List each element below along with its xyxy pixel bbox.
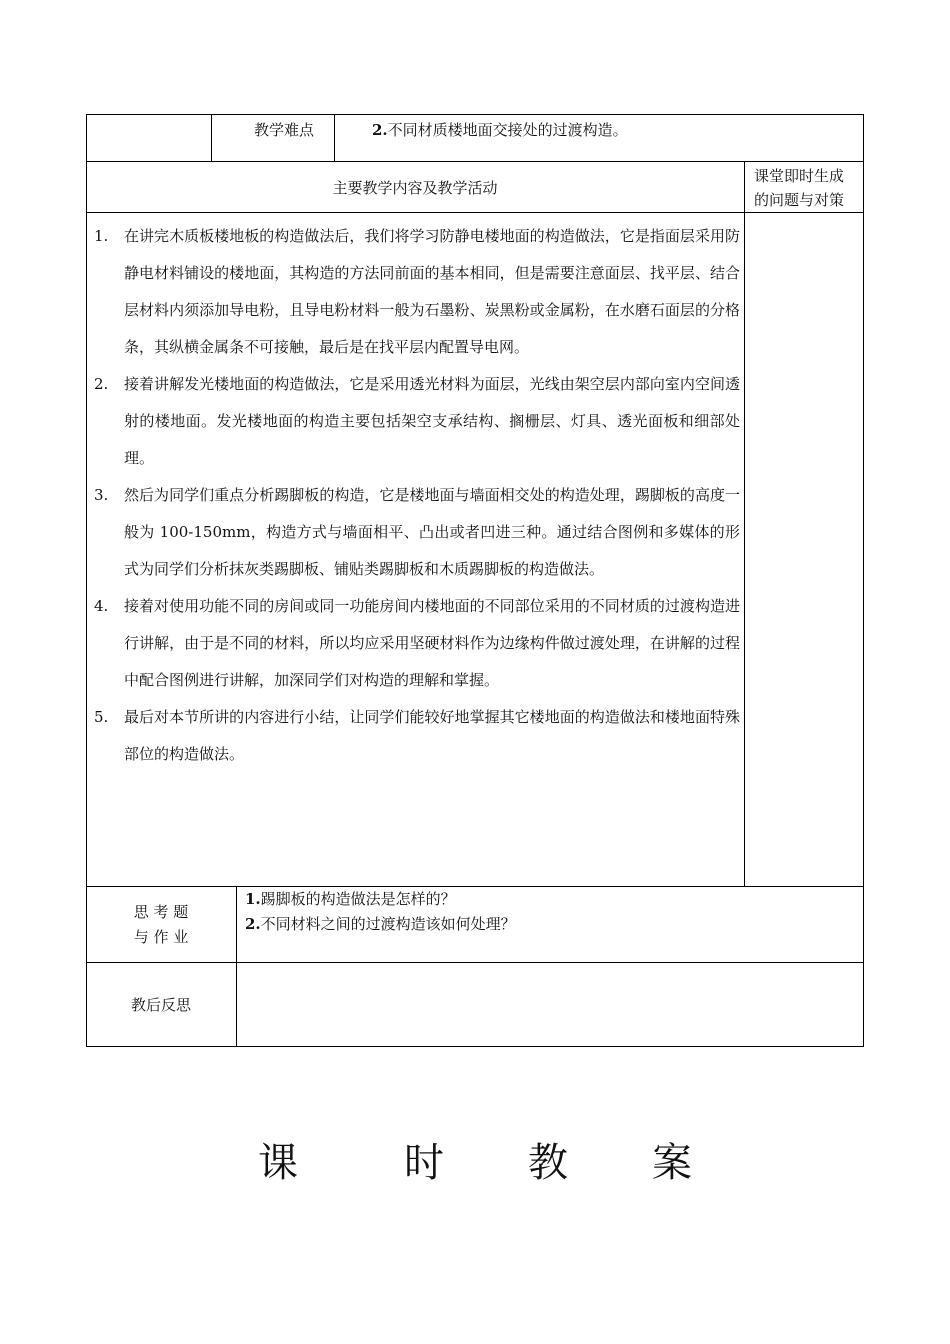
list-item: [94, 218, 740, 366]
item-text: 然后为同学们重点分析踢脚板的构造，它是楼地面与墙面相交处的构造处理，踢脚板的高度一般为 100-150mm，构造方式与墙面相平、凸出或者凹进三种。通过结合图例和多媒体的形式为同学们分析抹灰类踢脚板、铺贴类踢脚板和木质踢脚板的构造做法。: [124, 486, 740, 578]
question-text: 踢脚板的构造做法是怎样的？: [260, 890, 456, 908]
content-header-label: 主要教学内容及教学活动: [332, 179, 498, 197]
difficulty-content: 不同材质楼地面交接处的过渡构造。: [387, 121, 628, 139]
page-title: [0, 1135, 950, 1191]
item-number: 5.: [94, 708, 109, 726]
question-text: 不同材料之间的过渡构造该如何处理？: [260, 915, 516, 933]
list-item: [94, 588, 740, 699]
question-number: 1.: [245, 890, 261, 908]
list-item: [94, 366, 740, 477]
col-divider: [744, 161, 745, 886]
title-char: 教: [528, 1140, 568, 1186]
difficulty-label: 教学难点: [254, 121, 315, 139]
item-number: 2.: [94, 375, 109, 393]
item-number: 4.: [94, 597, 109, 615]
question-number: 2.: [245, 915, 261, 933]
row-divider: [86, 886, 864, 887]
side-header-line1: 课堂即时生成: [754, 167, 845, 185]
row-divider: [86, 161, 864, 162]
item-text: 接着对使用功能不同的房间或同一功能房间内楼地面的不同部位采用的不同材质的过渡构造进行讲解，由于是不同的材料，所以均应采用坚硬材料作为边缘构件做过渡处理，在讲解的过程中配合图例进行讲解，加深同学们对构造的理解和掌握。: [124, 597, 740, 689]
item-text: 接着讲解发光楼地面的构造做法，它是采用透光材料为面层，光线由架空层内部向室内空间透射的楼地面。发光楼地面的构造主要包括架空支承结构、搁栅层、灯具、透光面板和细部处理。: [124, 375, 740, 467]
homework-label-line2: 与 作 业: [133, 928, 189, 946]
col-divider: [334, 114, 335, 161]
title-char: 课: [258, 1140, 298, 1186]
list-item: [94, 699, 740, 773]
list-item: [94, 477, 740, 588]
item-number: 3.: [94, 486, 109, 504]
title-char: 时: [404, 1140, 444, 1186]
reflection-label: 教后反思: [130, 996, 191, 1014]
row-divider: [86, 212, 864, 213]
homework-label-line1: 思 考 题: [133, 903, 189, 921]
homework-question-1: [245, 887, 456, 911]
title-char: 案: [652, 1140, 692, 1186]
col-divider: [236, 886, 237, 1047]
homework-question-2: [245, 912, 516, 936]
item-number: 1.: [94, 227, 109, 245]
row-divider: [86, 962, 864, 963]
col-divider: [211, 114, 212, 161]
activity-list: [94, 218, 740, 773]
side-header-line2: 的问题与对策: [754, 191, 845, 209]
item-text: 最后对本节所讲的内容进行小结，让同学们能较好地掌握其它楼地面的构造做法和楼地面特殊部位的构造做法。: [124, 708, 740, 763]
item-text: 在讲完木质板楼地板的构造做法后，我们将学习防静电楼地面的构造做法，它是指面层采用防静电材料铺设的楼地面，其构造的方法同前面的基本相同，但是需要注意面层、找平层、结合层材料内须添加导电粉，且导电粉材料一般为石墨粉、炭黑粉或金属粉，在水磨石面层的分格条，其纵横金属条不可接触，最后是在找平层内配置导电网。: [124, 227, 740, 356]
difficulty-num: 2.: [372, 121, 388, 139]
difficulty-text: [372, 118, 628, 142]
